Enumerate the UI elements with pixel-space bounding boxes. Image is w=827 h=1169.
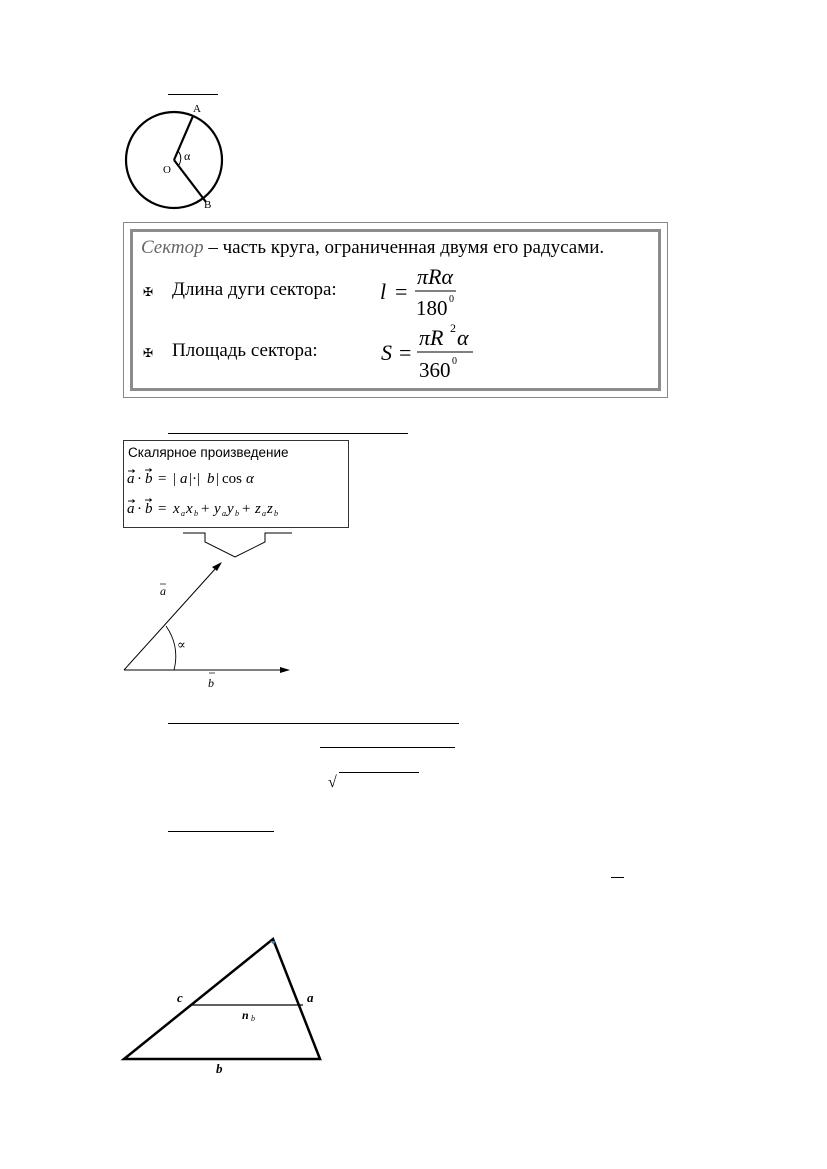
svg-text:·: · bbox=[137, 471, 142, 487]
heading-underline bbox=[168, 831, 274, 832]
scalar-formula-1 bbox=[127, 469, 255, 488]
svg-text:|·|: |·| bbox=[189, 471, 201, 487]
heading-underline bbox=[168, 723, 459, 724]
sector-definition-box bbox=[123, 222, 668, 398]
svg-text:a: a bbox=[181, 509, 185, 518]
scalar-product-box bbox=[123, 440, 349, 528]
svg-text:a: a bbox=[222, 509, 226, 518]
triangle-label-c: c bbox=[177, 990, 183, 1005]
svg-text:=: = bbox=[158, 471, 167, 487]
svg-text:b: b bbox=[207, 471, 215, 487]
sector-area-equals: = bbox=[399, 340, 412, 365]
bullet-icon: ✠ bbox=[143, 285, 154, 299]
arc-length-formula bbox=[374, 263, 484, 319]
arc-length-label: Длина дуги сектора: bbox=[172, 279, 337, 300]
svg-text:a: a bbox=[180, 471, 188, 487]
formula-underline bbox=[320, 747, 455, 748]
svg-text:y: y bbox=[227, 501, 234, 517]
arc-length-numerator: πRα bbox=[417, 264, 454, 289]
svg-text:|: | bbox=[173, 471, 177, 487]
scalar-product-formulas bbox=[124, 441, 350, 529]
sector-area-formula bbox=[379, 321, 489, 383]
svg-text:z: z bbox=[255, 501, 261, 517]
fraction-bar bbox=[611, 877, 624, 878]
bullet-icon: ✠ bbox=[143, 346, 154, 360]
sector-area-alpha: α bbox=[457, 325, 469, 350]
arc-length-equals: = bbox=[395, 279, 408, 304]
svg-text:·: · bbox=[137, 501, 142, 517]
sector-term: Сектор bbox=[141, 237, 204, 258]
vector-diagram bbox=[118, 556, 298, 691]
svg-text:=: = bbox=[158, 501, 167, 517]
svg-text:b: b bbox=[235, 509, 239, 518]
triangle-label-n: n bbox=[242, 1008, 249, 1022]
svg-text:a: a bbox=[262, 509, 266, 518]
circle-label-alpha: α bbox=[184, 149, 191, 163]
svg-text:b: b bbox=[145, 501, 153, 517]
triangle-label-n-sub: b bbox=[251, 1014, 255, 1023]
sector-area-degree: 0 bbox=[452, 356, 457, 367]
sector-definition bbox=[141, 237, 604, 259]
arc-length-degree: 0 bbox=[449, 294, 454, 305]
scalar-formula-2 bbox=[127, 499, 278, 519]
heading-underline bbox=[168, 433, 408, 434]
svg-text:a: a bbox=[127, 501, 135, 517]
svg-text:|: | bbox=[216, 471, 220, 487]
triangle-label-b: b bbox=[216, 1061, 223, 1076]
svg-text:x: x bbox=[173, 501, 180, 517]
svg-text:cos: cos bbox=[222, 471, 242, 487]
svg-text:+: + bbox=[242, 501, 251, 517]
sector-area-denominator: 360 bbox=[419, 358, 451, 382]
svg-text:b: b bbox=[194, 509, 198, 518]
sector-area-exponent: 2 bbox=[450, 321, 456, 335]
arc-length-denominator: 180 bbox=[416, 296, 448, 320]
scalar-product-title: Скалярное произведение bbox=[128, 445, 289, 460]
circle-diagram bbox=[118, 98, 238, 216]
radical-bar bbox=[339, 772, 419, 773]
svg-text:b: b bbox=[145, 471, 153, 487]
svg-text:b: b bbox=[274, 509, 278, 518]
circle-label-b: B bbox=[204, 199, 212, 211]
svg-text:x: x bbox=[186, 501, 193, 517]
radical-icon: √ bbox=[328, 774, 337, 791]
triangle-label-a: a bbox=[307, 990, 314, 1005]
sector-area-label: Площадь сектора: bbox=[172, 340, 318, 361]
arc-length-lhs: l bbox=[380, 279, 387, 304]
svg-text:+: + bbox=[201, 501, 210, 517]
svg-text:z: z bbox=[267, 501, 273, 517]
svg-text:α: α bbox=[246, 471, 254, 487]
vector-a-label: a bbox=[160, 584, 166, 598]
svg-text:y: y bbox=[214, 501, 221, 517]
heading-underline bbox=[168, 94, 218, 95]
sector-definition-text: – часть круга, ограниченная двумя его радусами. bbox=[203, 237, 605, 258]
triangle-diagram bbox=[118, 930, 338, 1080]
sector-area-lhs: S bbox=[381, 340, 392, 365]
sector-area-numerator: πR bbox=[419, 325, 444, 350]
vector-angle-label: ∝ bbox=[177, 637, 186, 652]
circle-label-a: A bbox=[193, 103, 201, 115]
svg-text:a: a bbox=[127, 471, 135, 487]
vector-b-label: b bbox=[208, 676, 214, 690]
circle-label-o: O bbox=[163, 164, 171, 176]
